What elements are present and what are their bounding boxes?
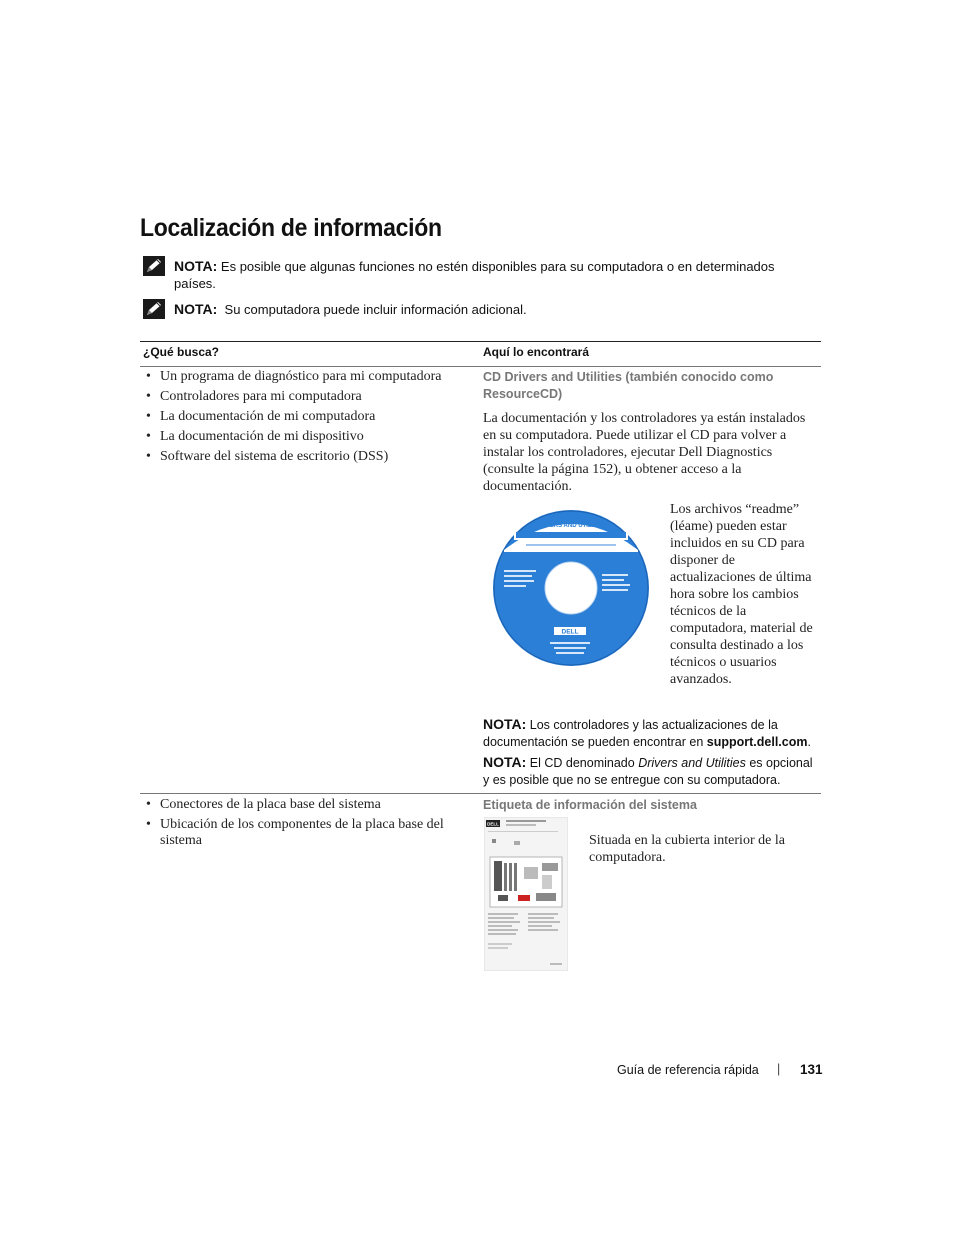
label-brand-text: DELL <box>487 821 499 827</box>
note-2-label: NOTA: <box>174 301 218 317</box>
row-2-side-text: Situada en la cubierta interior de la computadora. <box>589 833 785 865</box>
table-row-rule <box>140 793 821 794</box>
footer-guide-title: Guía de referencia rápida <box>617 1063 759 1077</box>
list-item: • Un programa de diagnóstico para mi computadora <box>140 369 460 385</box>
note-pencil-icon <box>143 299 165 319</box>
row-1-note-1 <box>483 716 819 751</box>
list-item: • Conectores de la placa base del sistema <box>140 797 460 813</box>
row-1-list <box>140 369 460 469</box>
page-title: Localización de información <box>140 214 442 242</box>
row-1-note-2 <box>483 754 821 789</box>
note-2-text: Su computadora puede incluir información adicional. <box>224 302 527 317</box>
system-label-image <box>484 817 568 971</box>
cd-top-text: DRIVERS AND UTILITIES <box>535 523 607 529</box>
list-item: • Ubicación de los componentes de la placa base del sistema <box>140 817 460 849</box>
note-1 <box>174 258 814 292</box>
row-1-note-2-text-a: El CD denominado <box>529 756 635 770</box>
row-1-heading: CD Drivers and Utilities (también conocido como ResourceCD) <box>483 370 774 401</box>
row-1-note-1-label: NOTA: <box>483 716 527 732</box>
list-item: • La documentación de mi dispositivo <box>140 429 460 445</box>
row-1-paragraph: La documentación y los controladores ya están instalados en su computadora. Puede utilizar el CD para volver a instalar los controladores, ejecutar Dell Diagnostics (consulte la página 152), u obtener acceso a la documentación. <box>483 411 806 494</box>
row-1-note-1-end: . <box>807 735 811 749</box>
row-1-note-2-label: NOTA: <box>483 754 527 770</box>
row-1-side-text: Los archivos “readme” (léame) pueden estar incluidos en su CD para disponer de actualizaciones de última hora sobre los cambios técnicos de la computadora, material de consulta destinado a los técnicos o usuarios avanzados. <box>670 502 813 687</box>
list-item: • La documentación de mi computadora <box>140 409 460 425</box>
note-1-label: NOTA: <box>174 258 218 274</box>
table-header-where: Aquí lo encontrará <box>483 345 590 359</box>
row-1-note-2-text-b: es opcional y es posible que no se entregue con su computadora. <box>483 756 813 787</box>
note-1-text: Es posible que algunas funciones no estén disponibles para su computadora o en determinados <box>220 259 775 274</box>
note-1-text-cont: países. <box>174 276 216 291</box>
footer-separator: | <box>777 1062 781 1076</box>
table-header-what: ¿Qué busca? <box>143 345 220 359</box>
support-link[interactable]: support.dell.com <box>706 735 808 749</box>
row-1-note-1-text: Los controladores y las actualizaciones de la documentación se pueden encontrar en <box>483 718 778 749</box>
list-item: • Controladores para mi computadora <box>140 389 460 405</box>
list-item: • Software del sistema de escritorio (DSS) <box>140 449 460 465</box>
table-header-rule <box>140 366 821 367</box>
page-number: 131 <box>800 1062 823 1077</box>
note-2 <box>174 301 814 318</box>
cd-brand-text: DELL <box>561 628 579 636</box>
row-2-list <box>140 797 460 853</box>
note-pencil-icon <box>143 256 165 276</box>
row-1-note-2-italic: Drivers and Utilities <box>638 756 746 770</box>
row-2-heading: Etiqueta de información del sistema <box>483 798 697 812</box>
table-top-rule <box>140 341 821 342</box>
cd-image <box>492 506 652 668</box>
